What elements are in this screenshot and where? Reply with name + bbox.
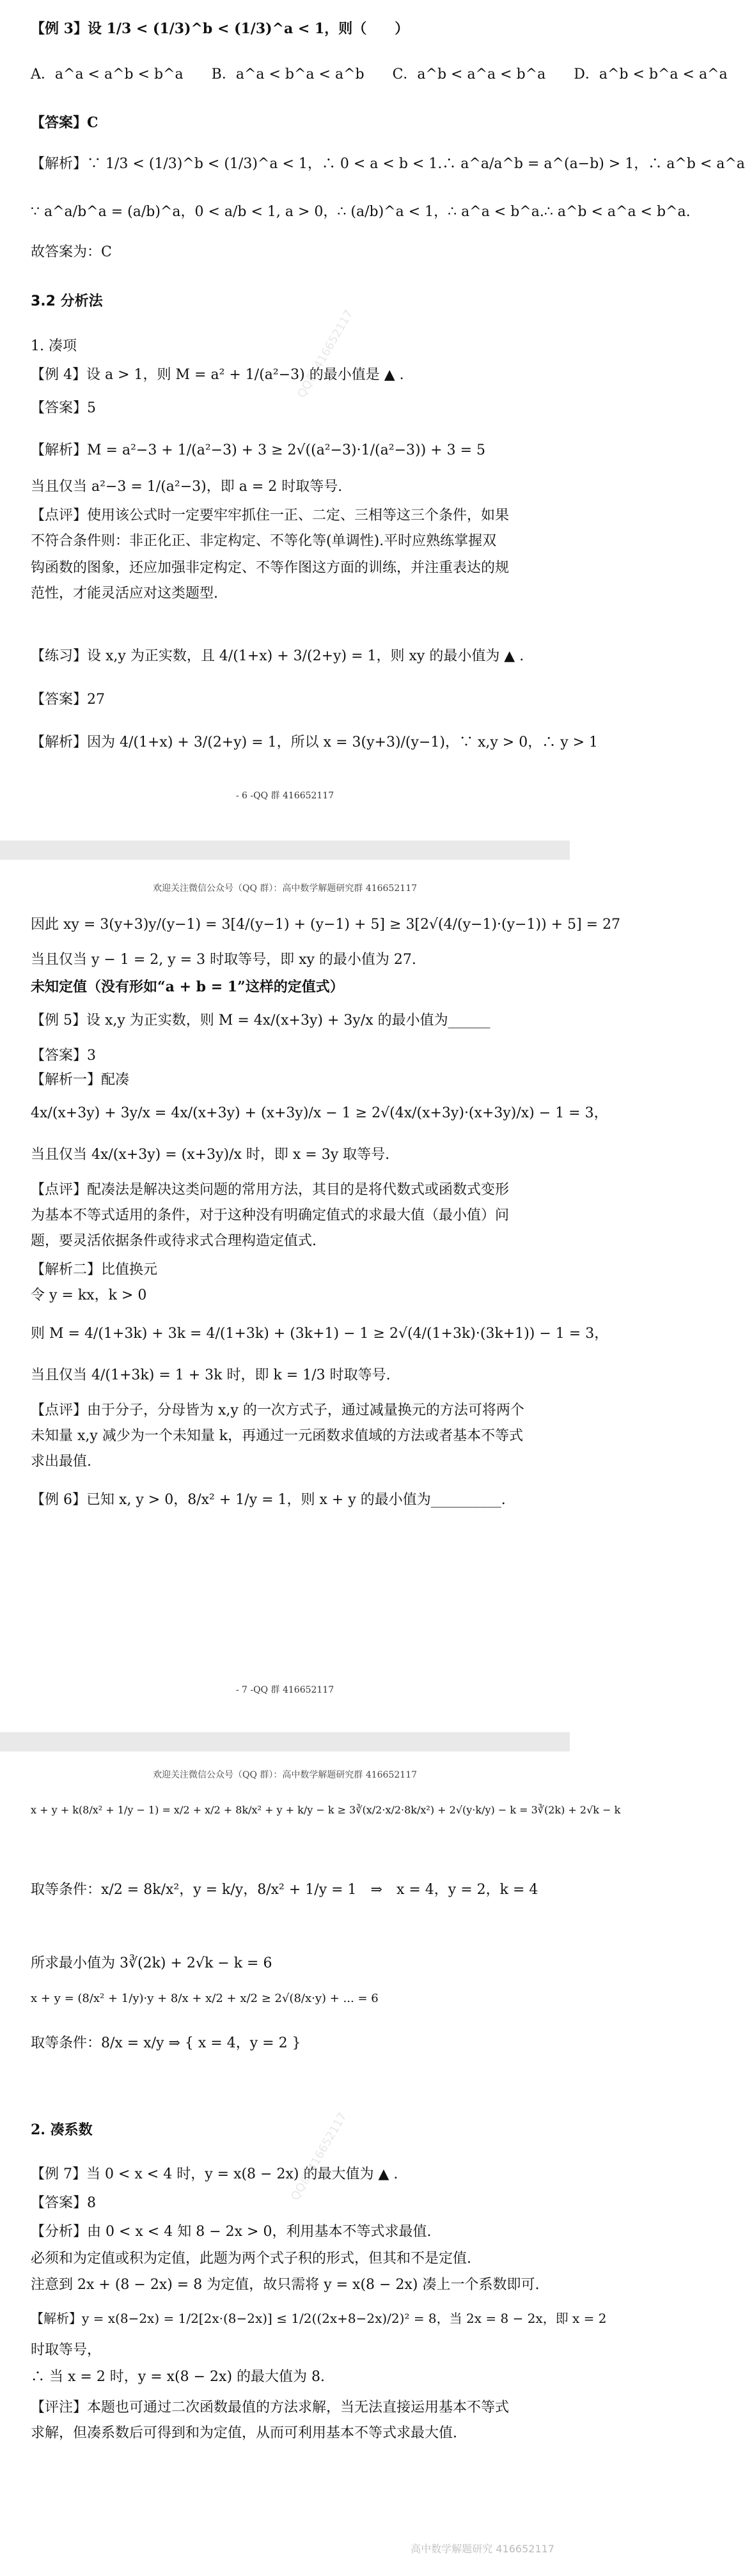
solution-line: 时取等号， [31, 2342, 102, 2358]
section-heading: 3.2 分析法 [31, 293, 103, 309]
page-gap [0, 1732, 570, 1751]
method-two-work: 当且仅当 4/(1+3k) = 1 + 3k 时，即 k = 1/3 时取等号. [31, 1367, 391, 1383]
method-two-work: 则 M = 4/(1+3k) + 3k = 4/(1+3k) + (3k+1) − 1 ≥ 2√(4/(1+3k)·(3k+1)) − 1 = 3， [31, 1326, 609, 1342]
comment: 【评注】本题也可通过二次函数最值的方法求解，当无法直接运用基本不等式 [31, 2400, 510, 2416]
page-footer: - 7 -QQ 群 416652117 [235, 1685, 334, 1695]
example-3-options: A．a^a < a^b < b^a B．a^a < b^a < a^b C．a^b < a^a < b^a D．a^b < b^a < a^a [31, 66, 728, 82]
equality-condition: 取等条件：x/2 = 8k/x²，y = k/y，8/x² + 1/y = 1 ⇒ x = 4，y = 2，k = 4 [31, 1882, 538, 1898]
analysis-line: 注意到 2x + (8 − 2x) = 8 为定值，故只需将 y = x(8 − 2x) 凑上一个系数即可. [31, 2277, 540, 2293]
example-7-question: 【例 7】当 0 < x < 4 时，y = x(8 − 2x) 的最大值为 ▲ . [31, 2166, 398, 2182]
analysis: 【解析】∵ 1/3 < (1/3)^b < (1/3)^a < 1，∴ 0 < a < b < 1.∴ a^a/a^b = a^(a−b) > 1，∴ a^b < a^a [31, 156, 745, 172]
comment-line: 求解，但凑系数后可得到和为定值，从而可利用基本不等式求最大值. [31, 2425, 457, 2441]
comment-line: 钩函数的图象，还应加强非定构定、不等作图这方面的训练，并注重表达的规 [31, 560, 510, 576]
comment-line: 题，要灵活依据条件或待求式合理构造定值式. [31, 1233, 317, 1249]
analysis-line: 必须和为定值或积为定值，此题为两个式子积的形式，但其和不是定值. [31, 2251, 471, 2267]
solution-line: ∴ 当 x = 2 时，y = x(8 − 2x) 的最大值为 8. [31, 2369, 325, 2385]
analysis-line: ∵ a^a/b^a = (a/b)^a，0 < a/b < 1, a > 0，∴ (a/b)^a < 1，∴ a^a < b^a.∴ a^b < a^a < b^a. [31, 204, 691, 220]
comment-line: 未知量 x,y 减少为一个未知量 k，再通过一元函数求值域的方法或者基本不等式 [31, 1428, 524, 1444]
comment: 【点评】使用该公式时一定要牢牢抓住一正、二定、三相等这三个条件，如果 [31, 508, 510, 524]
analysis-heading: 【分析】由 0 < x < 4 知 8 − 2x > 0，利用基本不等式求最值. [31, 2224, 432, 2240]
exercise-question: 【练习】设 x,y 为正实数，且 4/(1+x) + 3/(2+y) = 1，则 xy 的最小值为 ▲ . [31, 648, 524, 664]
answer: 【答案】27 [31, 692, 105, 708]
comment-line: 不符合条件则：非正化正、非定构定、不等化等(单调性).平时应熟练掌握双 [31, 533, 497, 549]
page-gap [0, 841, 570, 860]
method-one-work: 4x/(x+3y) + 3y/x = 4x/(x+3y) + (x+3y)/x − 1 ≥ 2√(4x/(x+3y)·(x+3y)/x) − 1 = 3， [31, 1105, 608, 1121]
analysis-line: 当且仅当 y − 1 = 2, y = 3 时取等号，即 xy 的最小值为 27. [31, 952, 416, 968]
analysis: 【解析】因为 4/(1+x) + 3/(2+y) = 1，所以 x = 3(y+3)/(y−1)，∵ x,y > 0，∴ y > 1 [31, 734, 599, 750]
answer: 【答案】C [31, 114, 98, 131]
topic-heading: 未知定值（没有形如“a + b = 1”这样的定值式） [31, 979, 344, 995]
analysis-line: 因此 xy = 3(y+3)y/(y−1) = 3[4/(y−1) + (y−1) + 5] ≥ 3[2√(4/(y−1)·(y−1)) + 5] = 27 [31, 917, 621, 933]
comment: 【点评】由于分子，分母皆为 x,y 的一次方式子，通过减量换元的方法可将两个 [31, 1402, 524, 1418]
method-one: 【解析一】配凑 [31, 1072, 130, 1088]
answer: 【答案】5 [31, 400, 96, 416]
page-3 [0, 1751, 621, 2576]
example-5-question: 【例 5】设 x,y 为正实数，则 M = 4x/(x+3y) + 3y/x 的最小值为______ [31, 1013, 490, 1028]
page-1 [0, 0, 745, 841]
example-6-question: 【例 6】已知 x, y > 0，8/x² + 1/y = 1，则 x + y 的最小值为__________. [31, 1492, 506, 1508]
subsection-heading: 2. 凑系数 [31, 2122, 93, 2138]
page-footer: - 6 -QQ 群 416652117 [235, 791, 334, 801]
answer: 【答案】3 [31, 1048, 96, 1064]
comment: 【点评】配凑法是解决这类问题的常用方法，其目的是将代数式或函数式变形 [31, 1182, 510, 1198]
watermark: QQ群 416652117 [294, 307, 356, 401]
example-4-question: 【例 4】设 a > 1，则 M = a² + 1/(a²−3) 的最小值是 ▲ . [31, 367, 404, 383]
equality-condition: 取等条件：8/x = x/y ⇒ { x = 4，y = 2 } [31, 2035, 301, 2051]
subsection-heading: 1. 凑项 [31, 338, 77, 354]
analysis-line: 当且仅当 a²−3 = 1/(a²−3)，即 a = 2 时取等号. [31, 479, 343, 495]
page-header: 欢迎关注微信公众号（QQ 群）：高中数学解题研究群 416652117 [152, 1770, 418, 1780]
minimum-value: 所求最小值为 3∛(2k) + 2√k − k = 6 [31, 1955, 272, 1971]
derivation-line: x + y = (8/x² + 1/y)·y + 8/x + x/2 + x/2 ≥ 2√(8/x·y) + ... = 6 [31, 1992, 379, 2005]
solution-line: 【解析】y = x(8−2x) = 1/2[2x·(8−2x)] ≤ 1/2((2x+8−2x)/2)² = 8，当 2x = 8 − 2x，即 x = 2 [31, 2311, 607, 2326]
derivation-line: x + y + k(8/x² + 1/y − 1) = x/2 + x/2 + 8k/x² + y + k/y − k ≥ 3∛(x/2·x/2·8k/x²) + 2√(y·k/y) − k = 3∛(2k) + 2√k − k [31, 1804, 621, 1816]
watermark: QQ群 416652117 [288, 2110, 350, 2203]
page-2 [0, 860, 621, 1732]
comment-line: 范性，才能灵活应对这类题型. [31, 586, 218, 601]
comment-line: 为基本不等式适用的条件，对于这种没有明确定值式的求最大值（最小值）问 [31, 1207, 510, 1223]
method-one-work: 当且仅当 4x/(x+3y) = (x+3y)/x 时，即 x = 3y 取等号. [31, 1147, 390, 1163]
answer: 【答案】8 [31, 2195, 96, 2211]
comment-line: 求出最值. [31, 1454, 91, 1470]
method-two: 【解析二】比值换元 [31, 1262, 158, 1278]
method-two-work: 令 y = kx，k > 0 [31, 1287, 147, 1303]
analysis: 【解析】M = a²−3 + 1/(a²−3) + 3 ≥ 2√((a²−3)·1/(a²−3)) + 3 = 5 [31, 442, 485, 458]
conclusion: 故答案为：C [31, 244, 112, 260]
wechat-logo: 高中数学解题研究 416652117 [411, 2543, 554, 2555]
example-3-question: 【例 3】设 1/3 < (1/3)^b < (1/3)^a < 1，则（ ） [31, 20, 409, 37]
page-header: 欢迎关注微信公众号（QQ 群）：高中数学解题研究群 416652117 [152, 883, 418, 894]
